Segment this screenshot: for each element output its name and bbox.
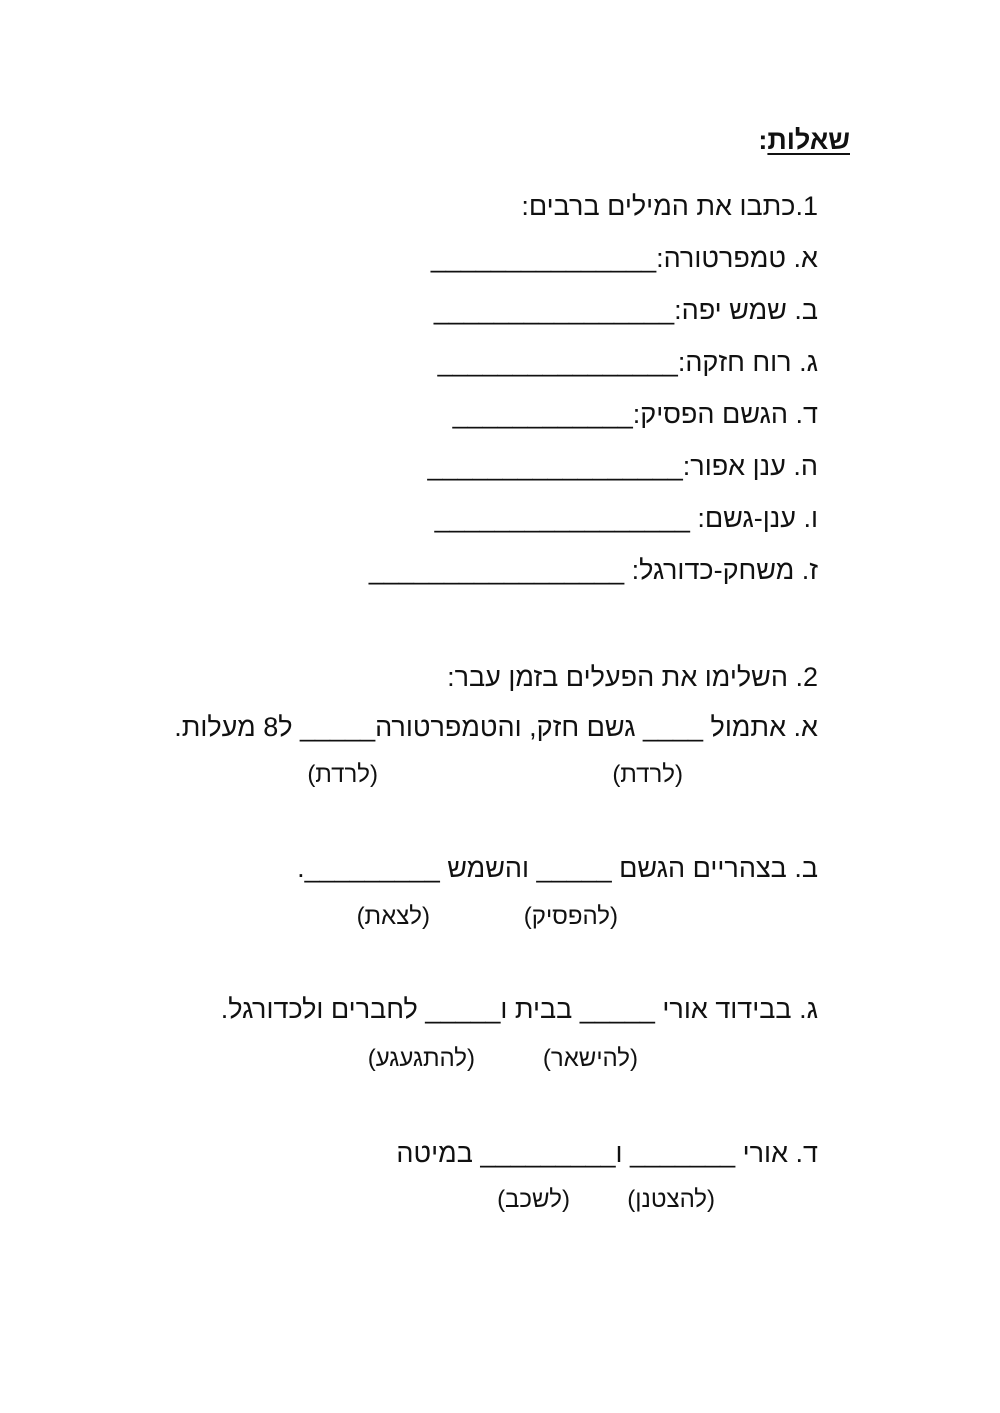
q1-item-a: א. טמפרטורה:_______________	[430, 243, 818, 273]
question-1-heading: 1.כתבו את המילים ברבים:	[521, 191, 818, 221]
q2-hint-b-1: (להפסיק)	[523, 903, 618, 930]
q2-hint-d-2: (לשכב)	[497, 1186, 570, 1213]
q2-hint-g-1: (להישאר)	[542, 1045, 638, 1072]
q2-hint-a-2: (לרדת)	[307, 761, 378, 788]
q2-hint-a-1: (לרדת)	[612, 761, 683, 788]
q2-hint-b-2: (לצאת)	[356, 903, 430, 930]
q2-hint-g-2: (להתגעגע)	[367, 1045, 475, 1072]
q2-sentence-a: א. אתמול ____ גשם חזק, והטמפרטורה_____ ל8 מעלות.	[174, 712, 818, 742]
q2-sentence-g: ג. בבידוד אורי _____ בבית ו_____ לחברים ולכדורגל.	[220, 994, 818, 1024]
q2-hint-d-1: (להצטנן)	[627, 1186, 715, 1213]
q1-item-d: ד. הגשם הפסיק:____________	[452, 399, 818, 429]
q2-sentence-d: ד. אורי _______ ו_________ במיטה	[396, 1138, 818, 1168]
page-title: שאלות:	[758, 125, 850, 155]
q1-item-g: ג. רוח חזקה:________________	[437, 347, 818, 377]
q1-item-v: ו. ענן-גשם: _________________	[434, 503, 818, 533]
q1-item-b: ב. שמש יפה:________________	[433, 295, 818, 325]
q1-item-z: ז. משחק-כדורגל: _________________	[368, 555, 818, 585]
question-2-heading: 2. השלימו את הפעלים בזמן עבר:	[447, 662, 818, 692]
q2-sentence-b: ב. בצהריים הגשם _____ והשמש _________.	[297, 853, 818, 883]
q1-item-h: ה. ענן אפור:_________________	[427, 451, 818, 481]
